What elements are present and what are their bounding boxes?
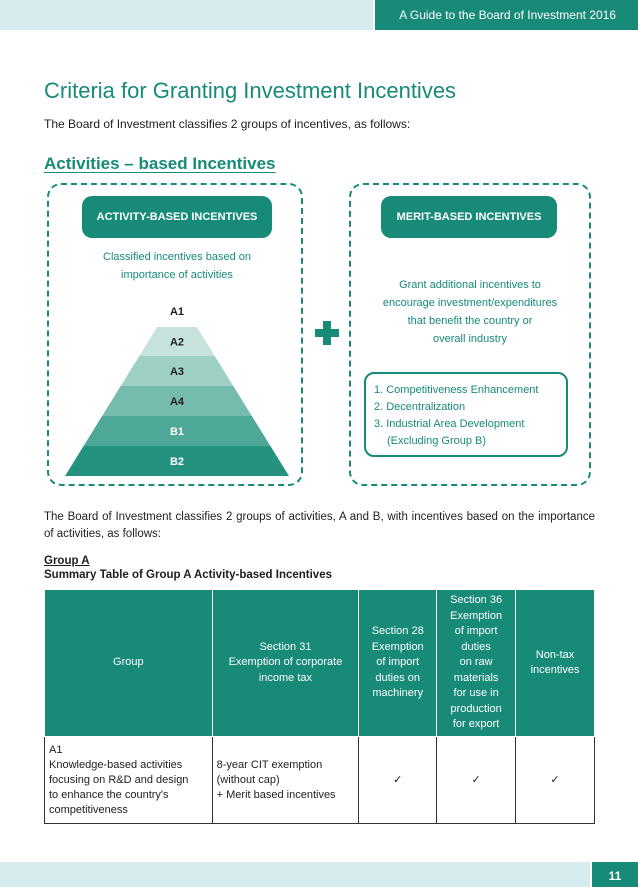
merit-based-note: Grant additional incentives to encourage investment/expenditures that benefit the country or overall industry xyxy=(382,279,558,345)
check-icon: ✓ xyxy=(359,737,437,824)
page-number: 11 xyxy=(592,862,638,887)
cell-section31: 8-year CIT exemption (without cap) + Merit based incentives xyxy=(212,737,359,824)
body-paragraph: The Board of Investment classifies 2 groups of activities, A and B, with incentives based on the importance of activities, as follows: xyxy=(44,511,595,540)
pyramid-label-b2: B2 xyxy=(169,456,185,468)
merit-criteria-list xyxy=(364,372,568,457)
footer-band xyxy=(0,862,590,887)
section-heading: Activities – based Incentives xyxy=(44,154,276,173)
col-header-group: Group xyxy=(45,590,213,737)
plus-icon xyxy=(315,321,339,345)
pyramid-label-a3: A3 xyxy=(169,366,185,378)
check-icon: ✓ xyxy=(516,737,595,824)
col-header-section36: Section 36 Exemption of import duties on raw materials for use in production for export xyxy=(437,590,516,737)
cell-group: A1 Knowledge-based activities focusing on R&D and design to enhance the country's competitiveness xyxy=(45,737,213,824)
intro-text: The Board of Investment classifies 2 groups of incentives, as follows: xyxy=(44,117,411,131)
list-item: 1. Competitiveness Enhancement xyxy=(374,384,539,396)
pyramid-label-a1: A1 xyxy=(169,306,185,318)
table-header-row xyxy=(45,590,595,737)
list-item: 3. Industrial Area Development xyxy=(374,418,525,430)
merit-based-label: MERIT-BASED INCENTIVES xyxy=(381,196,557,238)
list-item-note: (Excluding Group B) xyxy=(387,435,487,447)
pyramid-label-a2: A2 xyxy=(169,336,185,349)
pyramid-label-a4: A4 xyxy=(169,396,185,408)
document-title: A Guide to the Board of Investment 2016 xyxy=(399,8,616,22)
page-title: Criteria for Granting Investment Incentives xyxy=(44,78,457,103)
col-header-nontax: Non-tax incentives xyxy=(516,590,595,737)
col-header-section31: Section 31 Exemption of corporate income tax xyxy=(212,590,359,737)
pyramid-label-b1: B1 xyxy=(169,426,185,438)
table-title: Summary Table of Group A Activity-based Incentives xyxy=(44,569,332,581)
activity-based-label: ACTIVITY-BASED INCENTIVES xyxy=(82,196,272,238)
activity-based-note: Classified incentives based on importance of activities xyxy=(103,251,251,281)
col-header-section28: Section 28 Exemption of import duties on machinery xyxy=(359,590,437,737)
list-item: 2. Decentralization xyxy=(374,401,466,413)
incentives-table xyxy=(44,589,595,824)
table-row xyxy=(45,737,595,824)
group-label: Group A xyxy=(44,555,90,567)
check-icon: ✓ xyxy=(437,737,516,824)
